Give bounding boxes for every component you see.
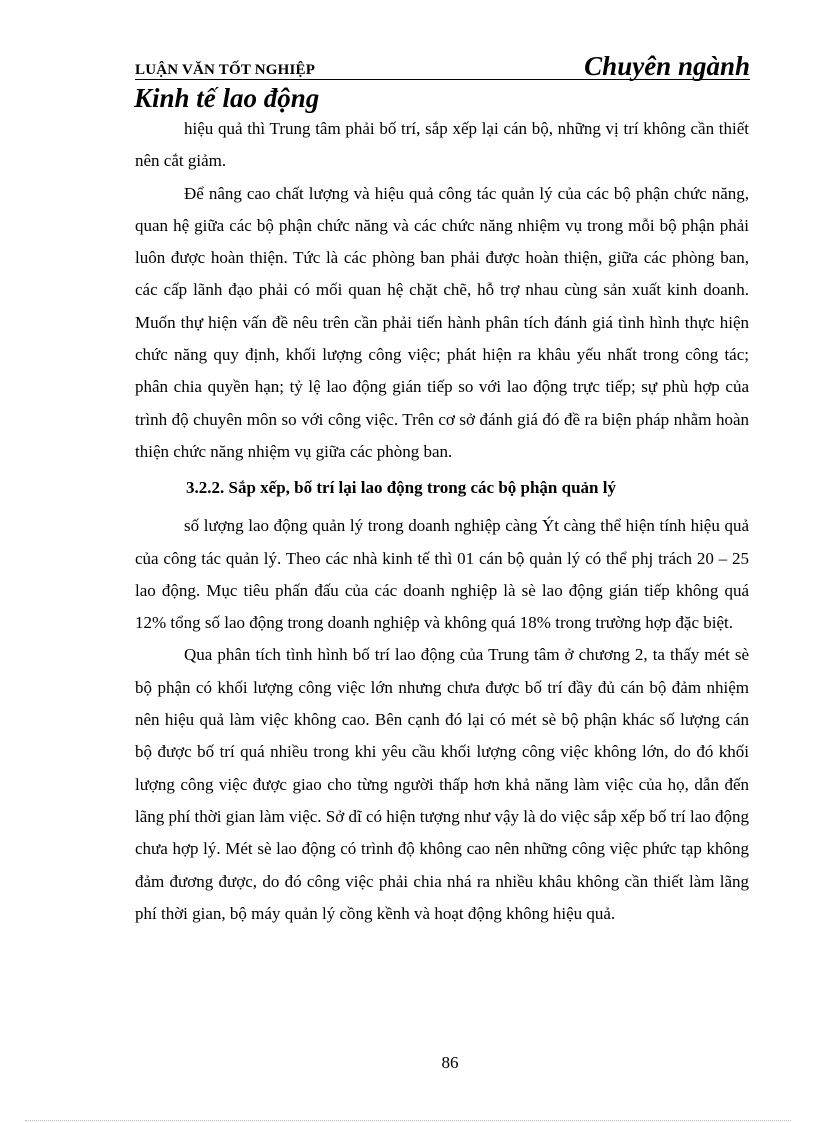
paragraph: số lượng lao động quản lý trong doanh nghiệp càng Ýt càng thể hiện tính hiệu quả của công tác quản lý. Theo các nhà kinh tế thì 01 cán bộ quản lý có thể phj trách 20 – 25 lao động. Mục tiêu phấn đấu của các doanh nghiệp là sè lao động gián tiếp không quá 12% tổng số lao động trong doanh nghiệp và không quá 18% trong trường hợp đặc biệt. bbox=[135, 516, 749, 633]
specialization-name: Kinh tế lao động bbox=[134, 83, 320, 113]
specialization-label: Chuyên ngành bbox=[584, 51, 750, 81]
paragraph: Để nâng cao chất lượng và hiệu quả công tác quản lý của các bộ phận chức năng, quan hệ giữa các bộ phận chức năng và các chức năng nhiệm vụ trong mỗi bộ phận phải luôn được hoàn thiện. Tức là các phòng ban phải được hoàn thiện, giữa các phòng ban, các cấp lãnh đạo phải có mối quan hệ chặt chẽ, hỗ trợ nhau cùng sản xuất kinh doanh. Muốn thự hiện vấn đề nêu trên cần phải tiến hành phân tích đánh giá tình hình thực hiện chức năng quy định, khối lượng công việc; phát hiện ra khâu yếu nhất trong công tác; phân chia quyền hạn; tỷ lệ lao động gián tiếp so với lao động trực tiếp; sự phù hợp của trình độ chuyên môn so với công việc. Trên cơ sở đánh giá đó đề ra biện pháp nhằm hoàn thiện chức năng nhiệm vụ giữa các phòng ban. bbox=[135, 183, 749, 461]
paragraph: Qua phân tích tình hình bố trí lao động của Trung tâm ở chương 2, ta thấy mét sè bộ phận có khối lượng công việc lớn nhưng chưa được bố trí đầy đủ cán bộ đảm nhiệm nên hiệu quả làm việc không cao. Bên cạnh đó lại có mét sè bộ phận khác số lượng cán bộ được bố trí quá nhiều trong khi yêu cầu khối lượng công việc không lớn, do đó khối lượng công việc được giao cho từng người thấp hơn khả năng làm việc của họ, dẫn đến lãng phí thời gian làm việc. Sở dĩ có hiện tượng như vậy là do việc sắp xếp bố trí lao động chưa hợp lý. Mét sè lao động có trình độ không cao nên những công việc phức tạp không đảm đương được, do đó công việc phải chia nhá ra nhiều khâu không cần thiết làm lãng phí thời gian, bộ máy quản lý cồng kềnh và hoạt động không hiệu quả. bbox=[135, 645, 749, 923]
thesis-title: LUẬN VĂN TỐT NGHIỆP bbox=[135, 62, 316, 78]
header-divider bbox=[135, 79, 750, 80]
page-header bbox=[135, 50, 750, 80]
page-bottom-border bbox=[25, 1120, 791, 1121]
section-heading: 3.2.2. Sắp xếp, bố trí lại lao động trong các bộ phận quản lý bbox=[186, 478, 616, 498]
document-body bbox=[135, 113, 749, 930]
paragraph: hiệu quả thì Trung tâm phải bố trí, sắp xếp lại cán bộ, những vị trí không cần thiết nên cắt giảm. bbox=[135, 119, 749, 171]
page-number: 86 bbox=[441, 1053, 459, 1072]
